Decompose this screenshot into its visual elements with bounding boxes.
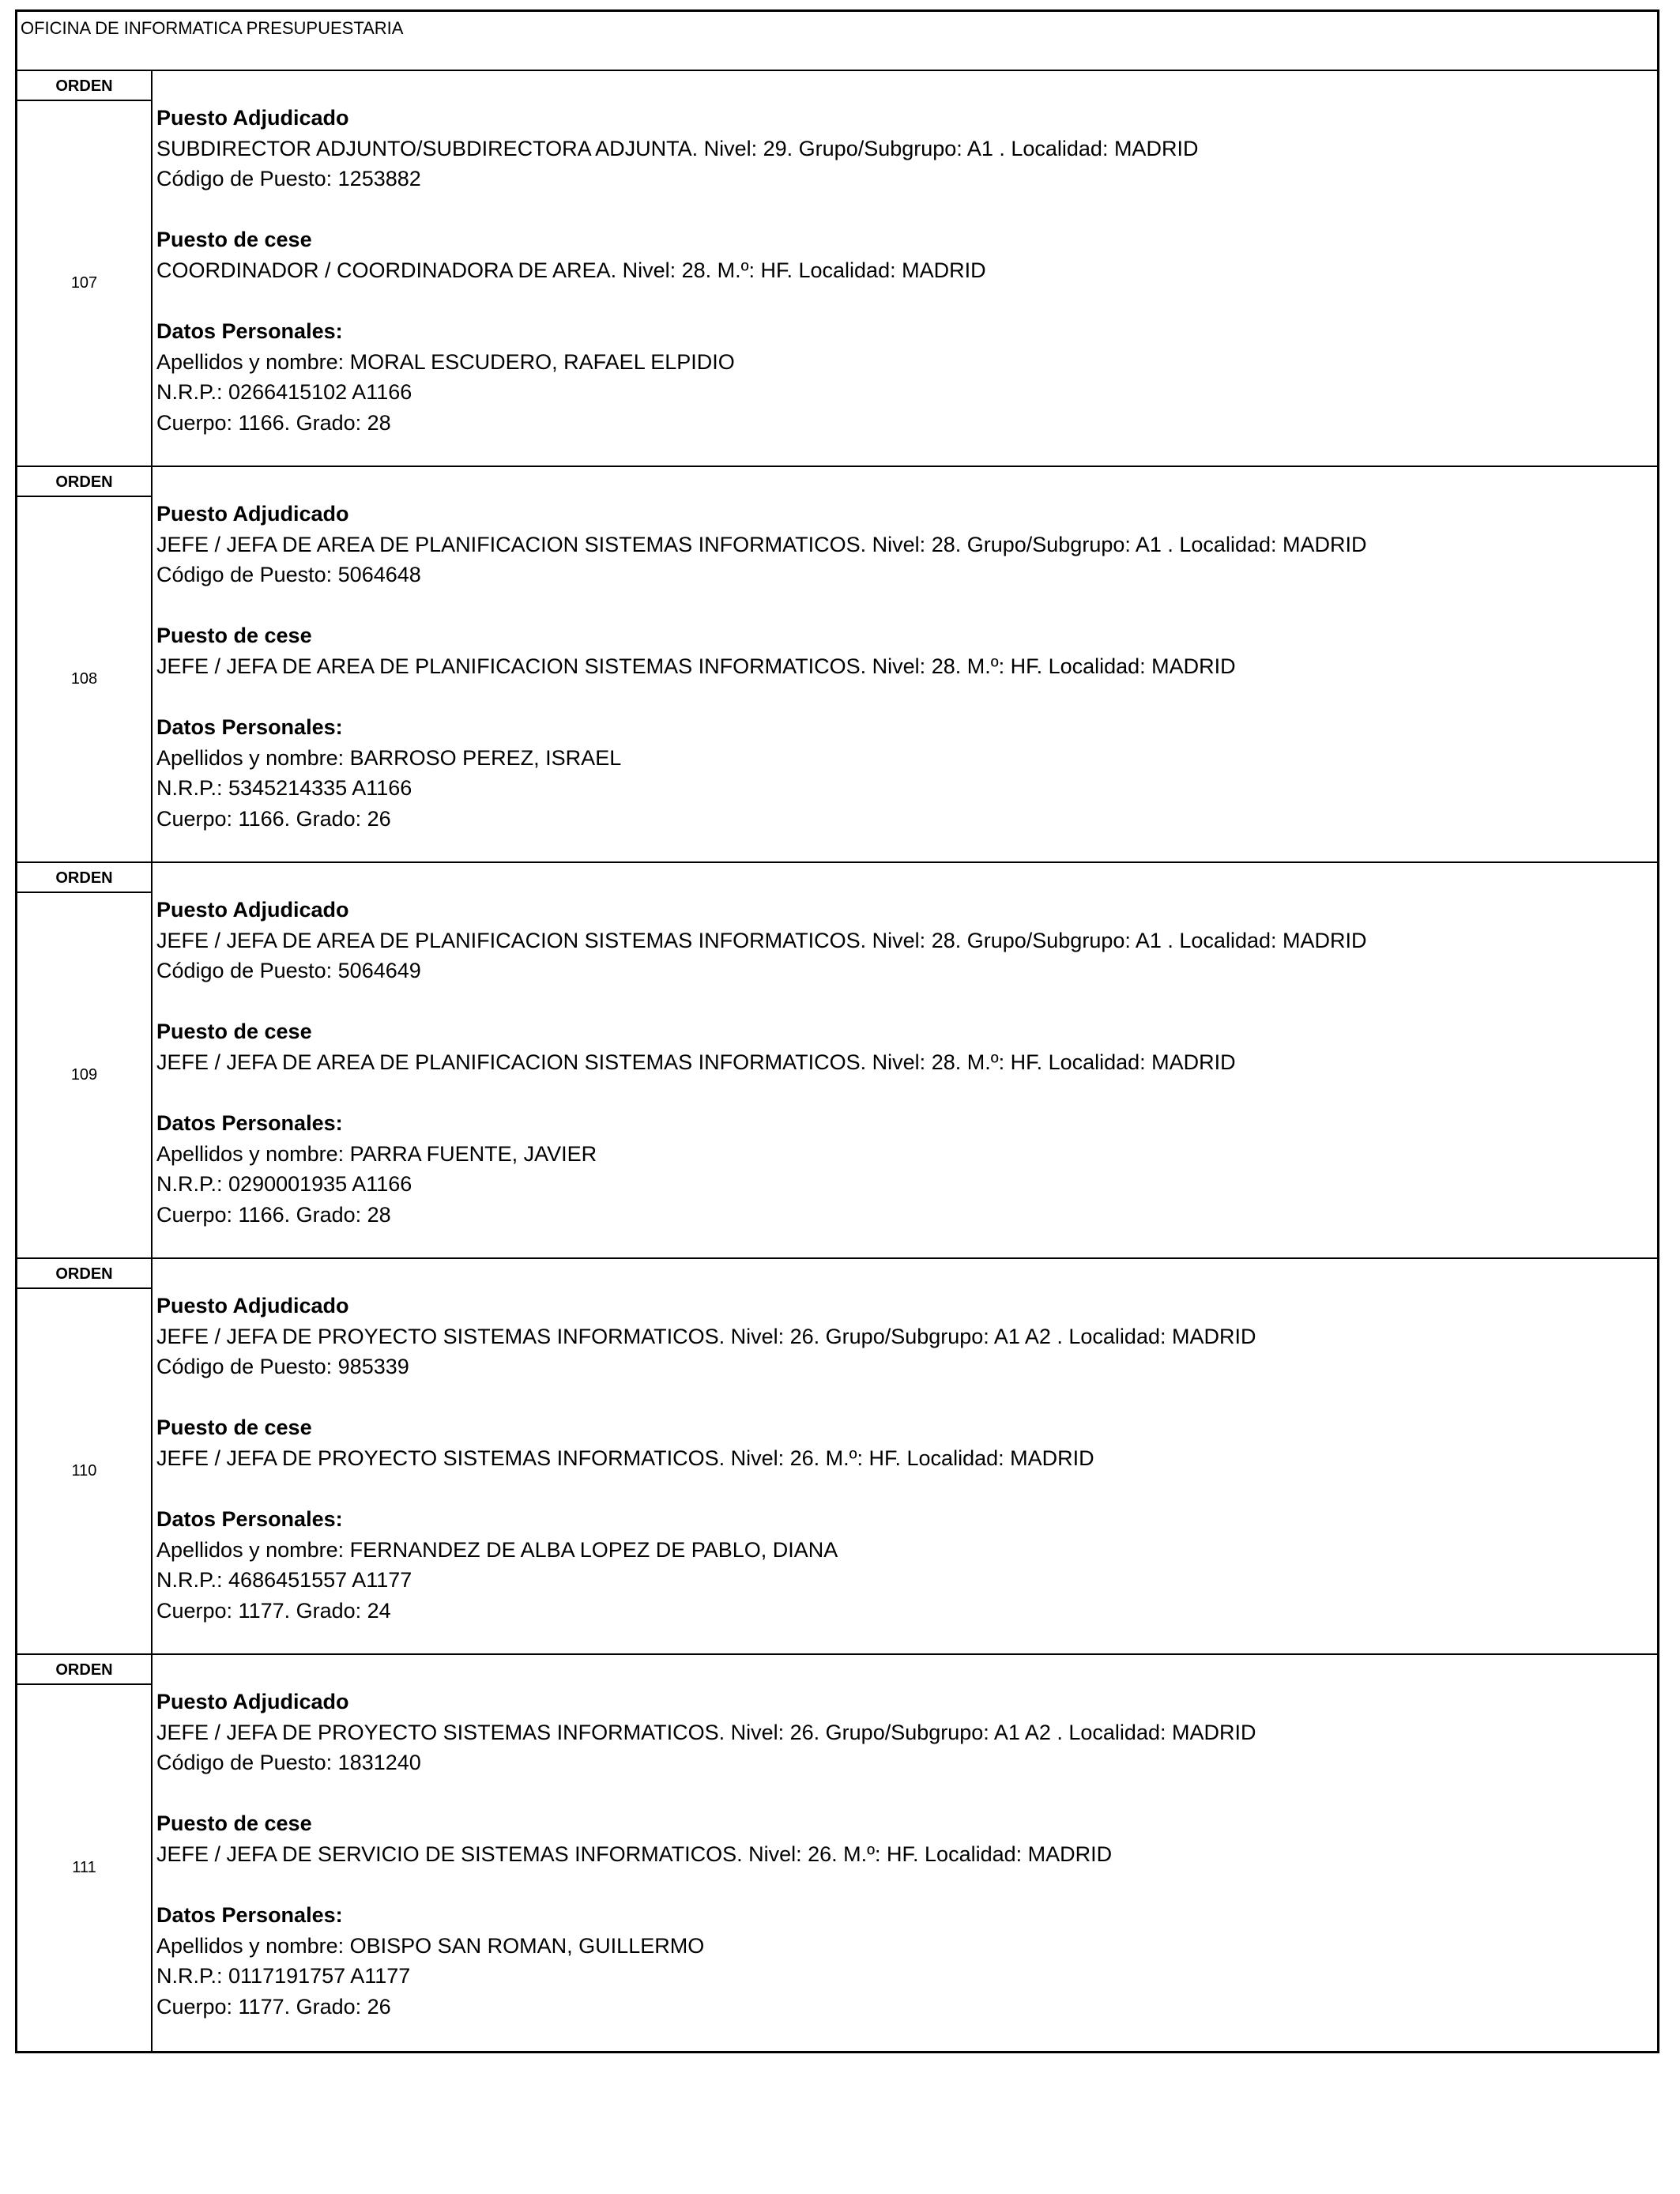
record-content xyxy=(153,1259,1657,1653)
nrp: N.R.P.: 0290001935 A1166 xyxy=(156,1172,412,1197)
cuerpo-grado: Cuerpo: 1177. Grado: 26 xyxy=(156,1994,391,2019)
nrp: N.R.P.: 0266415102 A1166 xyxy=(156,380,412,405)
codigo-puesto: Código de Puesto: 1253882 xyxy=(156,167,421,191)
record-107 xyxy=(17,71,1657,467)
apellidos-nombre: Apellidos y nombre: BARROSO PEREZ, ISRAEL xyxy=(156,745,622,770)
office-header: OFICINA DE INFORMATICA PRESUPUESTARIA xyxy=(17,12,1657,71)
orden-number: 110 xyxy=(71,1462,97,1480)
orden-number: 111 xyxy=(72,1859,96,1876)
puesto-adjudicado-text: SUBDIRECTOR ADJUNTO/SUBDIRECTORA ADJUNTA. Nivel: 29. Grupo/Subgrupo: A1 . Localidad: MADRID xyxy=(156,136,1199,160)
orden-column xyxy=(17,71,153,466)
datos-personales-heading: Datos Personales: xyxy=(156,319,343,344)
cuerpo-grado: Cuerpo: 1166. Grado: 28 xyxy=(156,1202,391,1227)
puesto-cese-text: JEFE / JEFA DE AREA DE PLANIFICACION SISTEMAS INFORMATICOS. Nivel: 28. M.º: HF. Localidad: MADRID xyxy=(156,1050,1236,1074)
datos-personales-heading: Datos Personales: xyxy=(156,715,343,740)
orden-column xyxy=(17,467,153,861)
puesto-adjudicado-heading: Puesto Adjudicado xyxy=(156,1690,349,1713)
record-109 xyxy=(17,863,1657,1259)
orden-number: 107 xyxy=(70,274,98,292)
nrp: N.R.P.: 5345214335 A1166 xyxy=(156,776,412,801)
record-content xyxy=(153,71,1657,466)
puesto-adjudicado-heading: Puesto Adjudicado xyxy=(156,1294,349,1318)
record-content xyxy=(153,1655,1657,2051)
orden-label: ORDEN xyxy=(17,1259,151,1289)
nrp: N.R.P.: 0117191757 A1177 xyxy=(156,1964,411,1989)
puesto-cese-heading: Puesto de cese xyxy=(156,1811,312,1836)
puesto-cese-heading: Puesto de cese xyxy=(156,624,312,648)
puesto-adjudicado-text: JEFE / JEFA DE AREA DE PLANIFICACION SISTEMAS INFORMATICOS. Nivel: 28. Grupo/Subgrupo: A1 . Localidad: MADRID xyxy=(156,532,1367,556)
orden-label: ORDEN xyxy=(17,1655,151,1685)
codigo-puesto: Código de Puesto: 5064649 xyxy=(156,959,421,983)
puesto-cese-heading: Puesto de cese xyxy=(156,1416,312,1440)
orden-label: ORDEN xyxy=(17,71,151,101)
apellidos-nombre: Apellidos y nombre: PARRA FUENTE, JAVIER xyxy=(156,1141,597,1166)
puesto-cese-text: JEFE / JEFA DE PROYECTO SISTEMAS INFORMATICOS. Nivel: 26. M.º: HF. Localidad: MADRID xyxy=(156,1446,1094,1470)
puesto-adjudicado-text: JEFE / JEFA DE PROYECTO SISTEMAS INFORMATICOS. Nivel: 26. Grupo/Subgrupo: A1 A2 . Localidad: MADRID xyxy=(156,1324,1256,1348)
record-111 xyxy=(17,1655,1657,2051)
orden-column xyxy=(17,1259,153,1653)
puesto-cese-heading: Puesto de cese xyxy=(156,228,312,252)
puesto-cese-heading: Puesto de cese xyxy=(156,1020,312,1044)
record-110 xyxy=(17,1259,1657,1655)
orden-column xyxy=(17,1655,153,2051)
codigo-puesto: Código de Puesto: 985339 xyxy=(156,1355,409,1379)
puesto-adjudicado-heading: Puesto Adjudicado xyxy=(156,106,349,130)
codigo-puesto: Código de Puesto: 5064648 xyxy=(156,563,421,587)
orden-number: 108 xyxy=(70,670,98,688)
datos-personales-heading: Datos Personales: xyxy=(156,1111,343,1136)
record-content xyxy=(153,863,1657,1257)
puesto-cese-text: JEFE / JEFA DE AREA DE PLANIFICACION SISTEMAS INFORMATICOS. Nivel: 28. M.º: HF. Localidad: MADRID xyxy=(156,654,1236,678)
puesto-adjudicado-text: JEFE / JEFA DE PROYECTO SISTEMAS INFORMATICOS. Nivel: 26. Grupo/Subgrupo: A1 A2 . Localidad: MADRID xyxy=(156,1720,1256,1744)
datos-personales-heading: Datos Personales: xyxy=(156,1903,343,1928)
puesto-cese-text: COORDINADOR / COORDINADORA DE AREA. Nivel: 28. M.º: HF. Localidad: MADRID xyxy=(156,258,986,282)
cuerpo-grado: Cuerpo: 1177. Grado: 24 xyxy=(156,1598,391,1623)
cuerpo-grado: Cuerpo: 1166. Grado: 28 xyxy=(156,410,391,435)
record-108 xyxy=(17,467,1657,863)
puesto-cese-text: JEFE / JEFA DE SERVICIO DE SISTEMAS INFORMATICOS. Nivel: 26. M.º: HF. Localidad: MADRID xyxy=(156,1842,1113,1866)
puesto-adjudicado-text: JEFE / JEFA DE AREA DE PLANIFICACION SISTEMAS INFORMATICOS. Nivel: 28. Grupo/Subgrupo: A1 . Localidad: MADRID xyxy=(156,928,1367,952)
nrp: N.R.P.: 4686451557 A1177 xyxy=(156,1568,412,1593)
orden-label: ORDEN xyxy=(17,863,151,893)
apellidos-nombre: Apellidos y nombre: MORAL ESCUDERO, RAFAEL ELPIDIO xyxy=(156,349,735,374)
orden-column xyxy=(17,863,153,1257)
puesto-adjudicado-heading: Puesto Adjudicado xyxy=(156,898,349,922)
apellidos-nombre: Apellidos y nombre: FERNANDEZ DE ALBA LOPEZ DE PABLO, DIANA xyxy=(156,1537,838,1562)
puesto-adjudicado-heading: Puesto Adjudicado xyxy=(156,502,349,526)
codigo-puesto: Código de Puesto: 1831240 xyxy=(156,1751,421,1775)
orden-label: ORDEN xyxy=(17,467,151,497)
record-content xyxy=(153,467,1657,861)
cuerpo-grado: Cuerpo: 1166. Grado: 26 xyxy=(156,806,391,831)
apellidos-nombre: Apellidos y nombre: OBISPO SAN ROMAN, GUILLERMO xyxy=(156,1933,705,1958)
datos-personales-heading: Datos Personales: xyxy=(156,1507,343,1532)
orden-number: 109 xyxy=(70,1066,98,1084)
document-table xyxy=(15,9,1659,2053)
